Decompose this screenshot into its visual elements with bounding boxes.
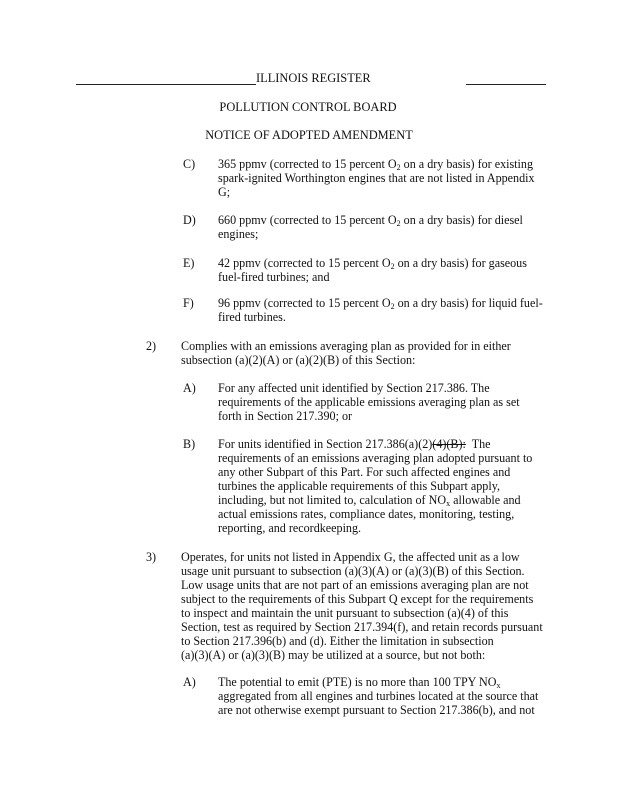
item-line: For units identified in Section 217.386(a)(2)(4)(B): The [218,437,491,451]
item-line: subject to the requirements of this Subpart Q except for the requirements [181,592,534,606]
item-label: A) [183,675,196,689]
item-line: The potential to emit (PTE) is no more than 100 TPY $NO_x$ [218,675,501,690]
item-label: D) [183,213,196,227]
header-rule-right [466,84,546,85]
item-line: engines; [218,227,259,241]
item-label: F) [183,296,194,310]
item-line: Complies with an emissions averaging plan as provided for in either [181,339,511,353]
item-label: A) [183,381,196,395]
item-line: G; [218,185,231,199]
register-title: ILLINOIS REGISTER [256,71,371,85]
item-line: 96 ppmv (corrected to 15 percent $O_2$ on a dry basis) for liquid fuel- [218,296,543,311]
item-line: Section, test as required by Section 217.394(f), and retain records pursuant [181,620,543,634]
item-line: For any affected unit identified by Section 217.386. The [218,381,490,395]
item-label: E) [183,256,195,270]
item-label: 3) [146,550,157,564]
item-line: 660 ppmv (corrected to 15 percent $O_2$ on a dry basis) for diesel [218,213,523,228]
item-line: fired turbines. [218,310,286,324]
item-line: requirements of the applicable emissions averaging plan as set [218,395,520,409]
item-line: subsection (a)(2)(A) or (a)(2)(B) of this Section: [181,353,416,367]
item-line: to Section 217.396(b) and (d). Either the limitation in subsection [181,634,494,648]
item-label: B) [183,437,196,451]
item-label: C) [183,157,196,171]
item-line: actual emissions rates, compliance dates, monitoring, testing, [218,507,515,521]
item-line: are not otherwise exempt pursuant to Section 217.386(b), and not [218,703,535,717]
notice-title: NOTICE OF ADOPTED AMENDMENT [205,128,413,142]
item-label: 2) [146,339,157,353]
item-line: Operates, for units not listed in Appendix G, the affected unit as a low [181,550,520,564]
item-line: requirements of an emissions averaging plan adopted pursuant to [218,451,533,465]
item-line: including, but not limited to, calculation of $NO_x$ allowable and [218,493,521,508]
item-line: 365 ppmv (corrected to 15 percent $O_2$ on a dry basis) for existing [218,157,533,172]
struck-text: (4)(B): [432,437,466,451]
item-line: (a)(3)(A) or (a)(3)(B) may be utilized at a source, but not both: [181,648,486,662]
item-line: any other Subpart of this Part. For such affected engines and [218,465,511,479]
item-line: turbines the applicable requirements of this Subpart apply, [218,479,501,493]
item-line: to inspect and maintain the unit pursuant to subsection (a)(4) of this [181,606,509,620]
item-line: 42 ppmv (corrected to 15 percent $O_2$ on a dry basis) for gaseous [218,256,527,271]
item-line: aggregated from all engines and turbines located at the source that [218,689,539,703]
item-line: usage unit pursuant to subsection (a)(3)(A) or (a)(3)(B) of this Section. [181,564,525,578]
item-line: spark-ignited Worthington engines that are not listed in Appendix [218,171,535,185]
item-line: Low usage units that are not part of an emissions averaging plan are not [181,578,529,592]
item-line: reporting, and recordkeeping. [218,521,362,535]
item-line: forth in Section 217.390; or [218,409,353,423]
board-title: POLLUTION CONTROL BOARD [219,100,397,114]
header-rule-left [76,84,256,85]
item-line: fuel-fired turbines; and [218,270,330,284]
